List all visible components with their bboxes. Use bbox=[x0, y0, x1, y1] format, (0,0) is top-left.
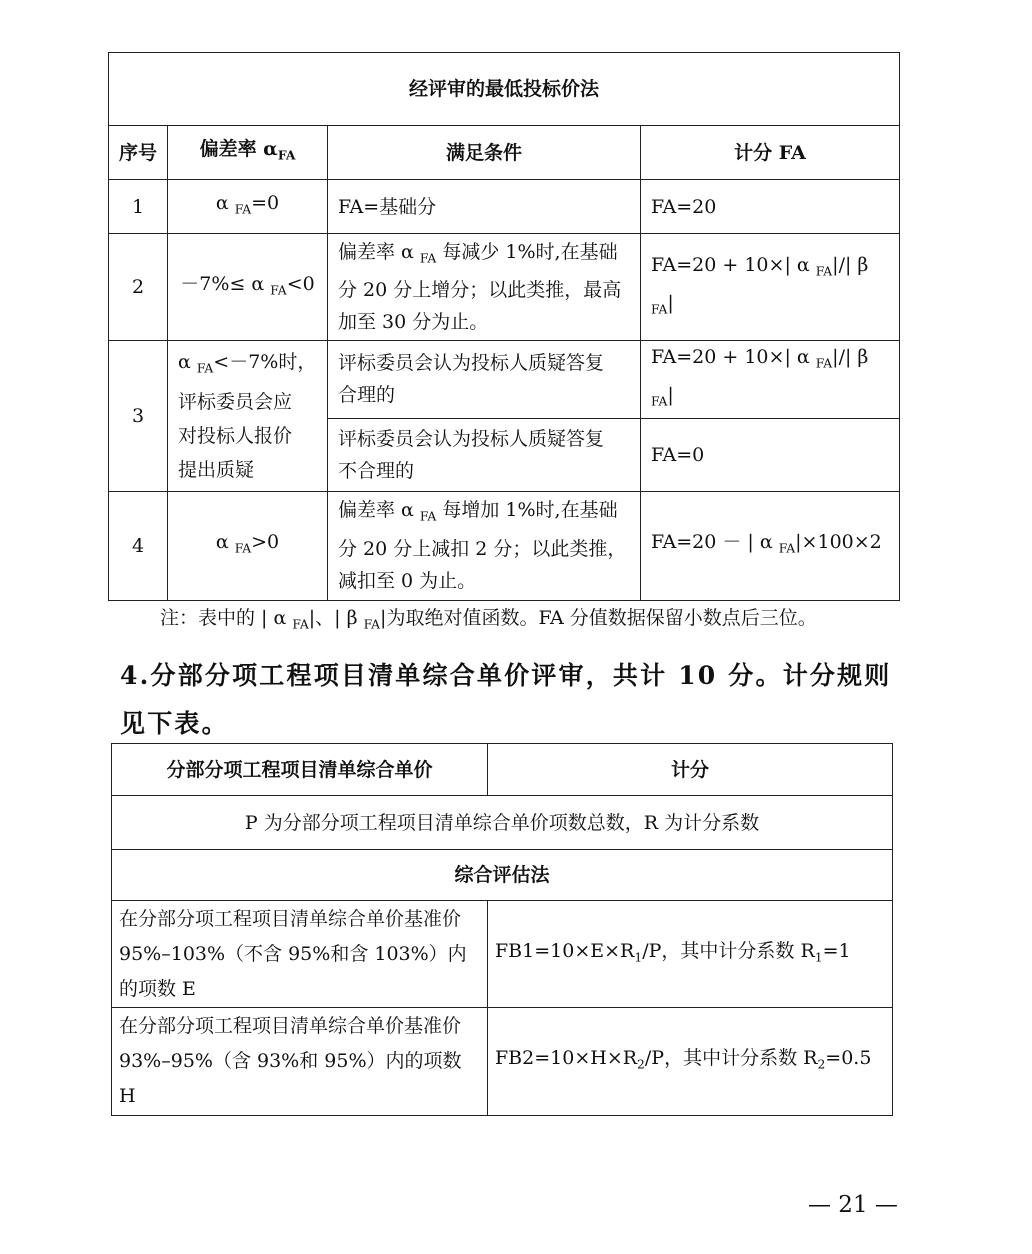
table2-description: P 为分部分项工程项目清单综合单价项数总数，R 为计分系数 bbox=[112, 796, 893, 850]
score-cell: $FB2=10\times H\times R_2/P$，其中计分系数 $R_2=0.5$ bbox=[488, 1008, 893, 1116]
unit-price-scoring-table bbox=[111, 743, 893, 1116]
header-condition: 满足条件 bbox=[328, 126, 641, 180]
table-row bbox=[109, 491, 900, 600]
row-number: 1 bbox=[109, 180, 168, 234]
table-row bbox=[112, 1008, 893, 1116]
deviation-cell: α $_{FA}$>0 bbox=[168, 491, 328, 600]
page-number: — 21 — bbox=[808, 1192, 898, 1218]
score-cell: FA=20 + 10×| α $_{FA}$|/| β $_{FA}$| bbox=[641, 234, 900, 341]
table-row bbox=[109, 180, 900, 234]
table-note: 注：表中的 | α $_{FA}$|、| β $_{FA}$|为取绝对值函数。FA 分值数据保留小数点后三位。 bbox=[160, 607, 817, 632]
score-cell: FA=20 + 10×| α $_{FA}$|/| β $_{FA}$| bbox=[641, 341, 900, 419]
score-cell: FA=20 － | α $_{FA}$|×100×2 bbox=[641, 491, 900, 600]
row-number: 2 bbox=[109, 234, 168, 341]
score-cell: $FB1=10\times E\times R_1/P$，其中计分系数 $R_1=1$ bbox=[488, 901, 893, 1008]
header-unit-price: 分部分项工程项目清单综合单价 bbox=[112, 744, 488, 796]
header-score: 计分 FA bbox=[641, 126, 900, 180]
header-deviation: 偏差率 $\alpha_{FA}$ bbox=[168, 126, 328, 180]
condition-cell: 偏差率 α $_{FA}$ 每减少 1%时,在基础 分 20 分上增分；以此类推，最高 加至 30 分为止。 bbox=[328, 234, 641, 341]
score-cell: FA=20 bbox=[641, 180, 900, 234]
deviation-cell: α $_{FA}$=0 bbox=[168, 180, 328, 234]
table-row bbox=[109, 234, 900, 341]
condition-cell: 偏差率 α $_{FA}$ 每增加 1%时,在基础 分 20 分上减扣 2 分；以此类推， 减扣至 0 为止。 bbox=[328, 491, 641, 600]
condition-cell: FA=基础分 bbox=[328, 180, 641, 234]
header-no: 序号 bbox=[109, 126, 168, 180]
table-row bbox=[112, 901, 893, 1008]
table1-title: 经评审的最低投标价法 bbox=[109, 53, 900, 126]
lowest-bid-scoring-table bbox=[108, 52, 900, 601]
section-heading: 4.分部分项工程项目清单综合单价评审，共计 10 分。计分规则见下表。 bbox=[120, 661, 892, 738]
deviation-cell: α $_{FA}$<－7%时， 评标委员会应 对投标人报价 提出质疑 bbox=[168, 341, 328, 492]
condition-cell: 在分部分项工程项目清单综合单价基准价 95%–103%（不含 95%和含 103%）内的项数 E bbox=[112, 901, 488, 1008]
condition-cell: 评标委员会认为投标人质疑答复 合理的 bbox=[328, 341, 641, 419]
score-cell: FA=0 bbox=[641, 418, 900, 491]
condition-cell: 评标委员会认为投标人质疑答复 不合理的 bbox=[328, 418, 641, 491]
row-number: 4 bbox=[109, 491, 168, 600]
table-row bbox=[109, 341, 900, 419]
method-title: 综合评估法 bbox=[112, 850, 893, 901]
row-number: 3 bbox=[109, 341, 168, 492]
header-score: 计分 bbox=[488, 744, 893, 796]
condition-cell: 在分部分项工程项目清单综合单价基准价 93%–95%（含 93%和 95%）内的项数 H bbox=[112, 1008, 488, 1116]
deviation-cell: －7%≤ α $_{FA}$<0 bbox=[168, 234, 328, 341]
